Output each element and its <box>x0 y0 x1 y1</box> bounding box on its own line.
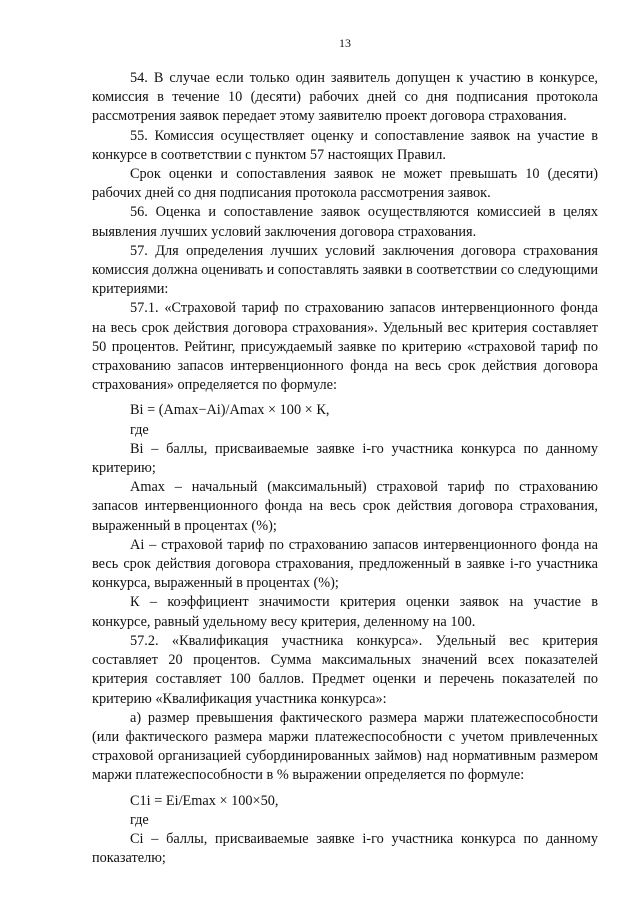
paragraph-57-2: 57.2. «Квалификация участника конкурса». Удельный вес критерия составляет 20 процентов. Сумма максимальных значений всех показателей критерия составляет 100 баллов. Предмет оценки и перечень показателей по критерию «Квалификация участника конкурса»: <box>92 632 598 707</box>
definition-ai: Ai – страховой тариф по страхованию запасов интервенционного фонда на весь срок действия договора страхования, предложенный в заявке i-го участника конкурса, выраженный в процентах (%); <box>92 536 598 592</box>
paragraph-56: 56. Оценка и сопоставление заявок осуществляются комиссией в целях выявления лучших условий заключения договора страхования. <box>92 204 598 240</box>
definition-bi: Вi – баллы, присваиваемые заявке i-го участника конкурса по данному критерию; <box>92 440 598 477</box>
paragraph-55: 55. Комиссия осуществляет оценку и сопоставление заявок на участие в конкурсе в соответствии с пунктом 57 настоящих Правил. <box>92 127 598 163</box>
page-number: 13 <box>339 36 351 50</box>
paragraph-57-1: 57.1. «Страховой тариф по страхованию запасов интервенционного фонда на весь срок действия договора страхования». Удельный вес критерия составляет 50 процентов. Рейтинг, присуждаемый заявке по критерию «страховой тариф по страхованию запасов интервенционного фонда на весь срок действия договора страхования» определяется по формуле: <box>92 300 598 394</box>
paragraph-57-2-a: а) размер превышения фактического размера маржи платежеспособности (или фактического размера маржи платежеспособности с учетом привлеченных страховой организацией субординированных займов) над нормативным размером маржи платежеспособности в % выражении определяется по формуле: <box>92 709 598 784</box>
paragraph-55-term: Срок оценки и сопоставления заявок не может превышать 10 (десяти) рабочих дней со дня подписания протокола рассмотрения заявок. <box>92 166 598 202</box>
formula-bi: Вi = (Amax−Ai)/Amax × 100 × К, <box>130 402 330 419</box>
formula-where: где <box>130 421 149 438</box>
paragraph-57: 57. Для определения лучших условий заключения договора страхования комиссия должна оценивать и сопоставлять заявки в соответствии со следующими критериями: <box>92 242 598 298</box>
paragraph-54: 54. В случае если только один заявитель допущен к участию в конкурсе, комиссия в течение 10 (десяти) рабочих дней со дня подписания протокола рассмотрения заявок передает этому заявителю проект договора страхования. <box>92 70 598 125</box>
definition-ci: Сi – баллы, присваиваемые заявке i-го участника конкурса по данному показателю; <box>92 830 598 867</box>
formula-c1i: С1i = Еi/Emax × 100×50, <box>130 792 279 809</box>
formula-where-2: где <box>130 811 149 828</box>
definition-k: К – коэффициент значимости критерия оценки заявок на участие в конкурсе, равный удельному весу критерия, деленному на 100. <box>92 594 598 630</box>
definition-amax: Amax – начальный (максимальный) страховой тариф по страхованию запасов интервенционного фонда на весь срок действия договора страхования, выраженный в процентах (%); <box>92 479 598 534</box>
